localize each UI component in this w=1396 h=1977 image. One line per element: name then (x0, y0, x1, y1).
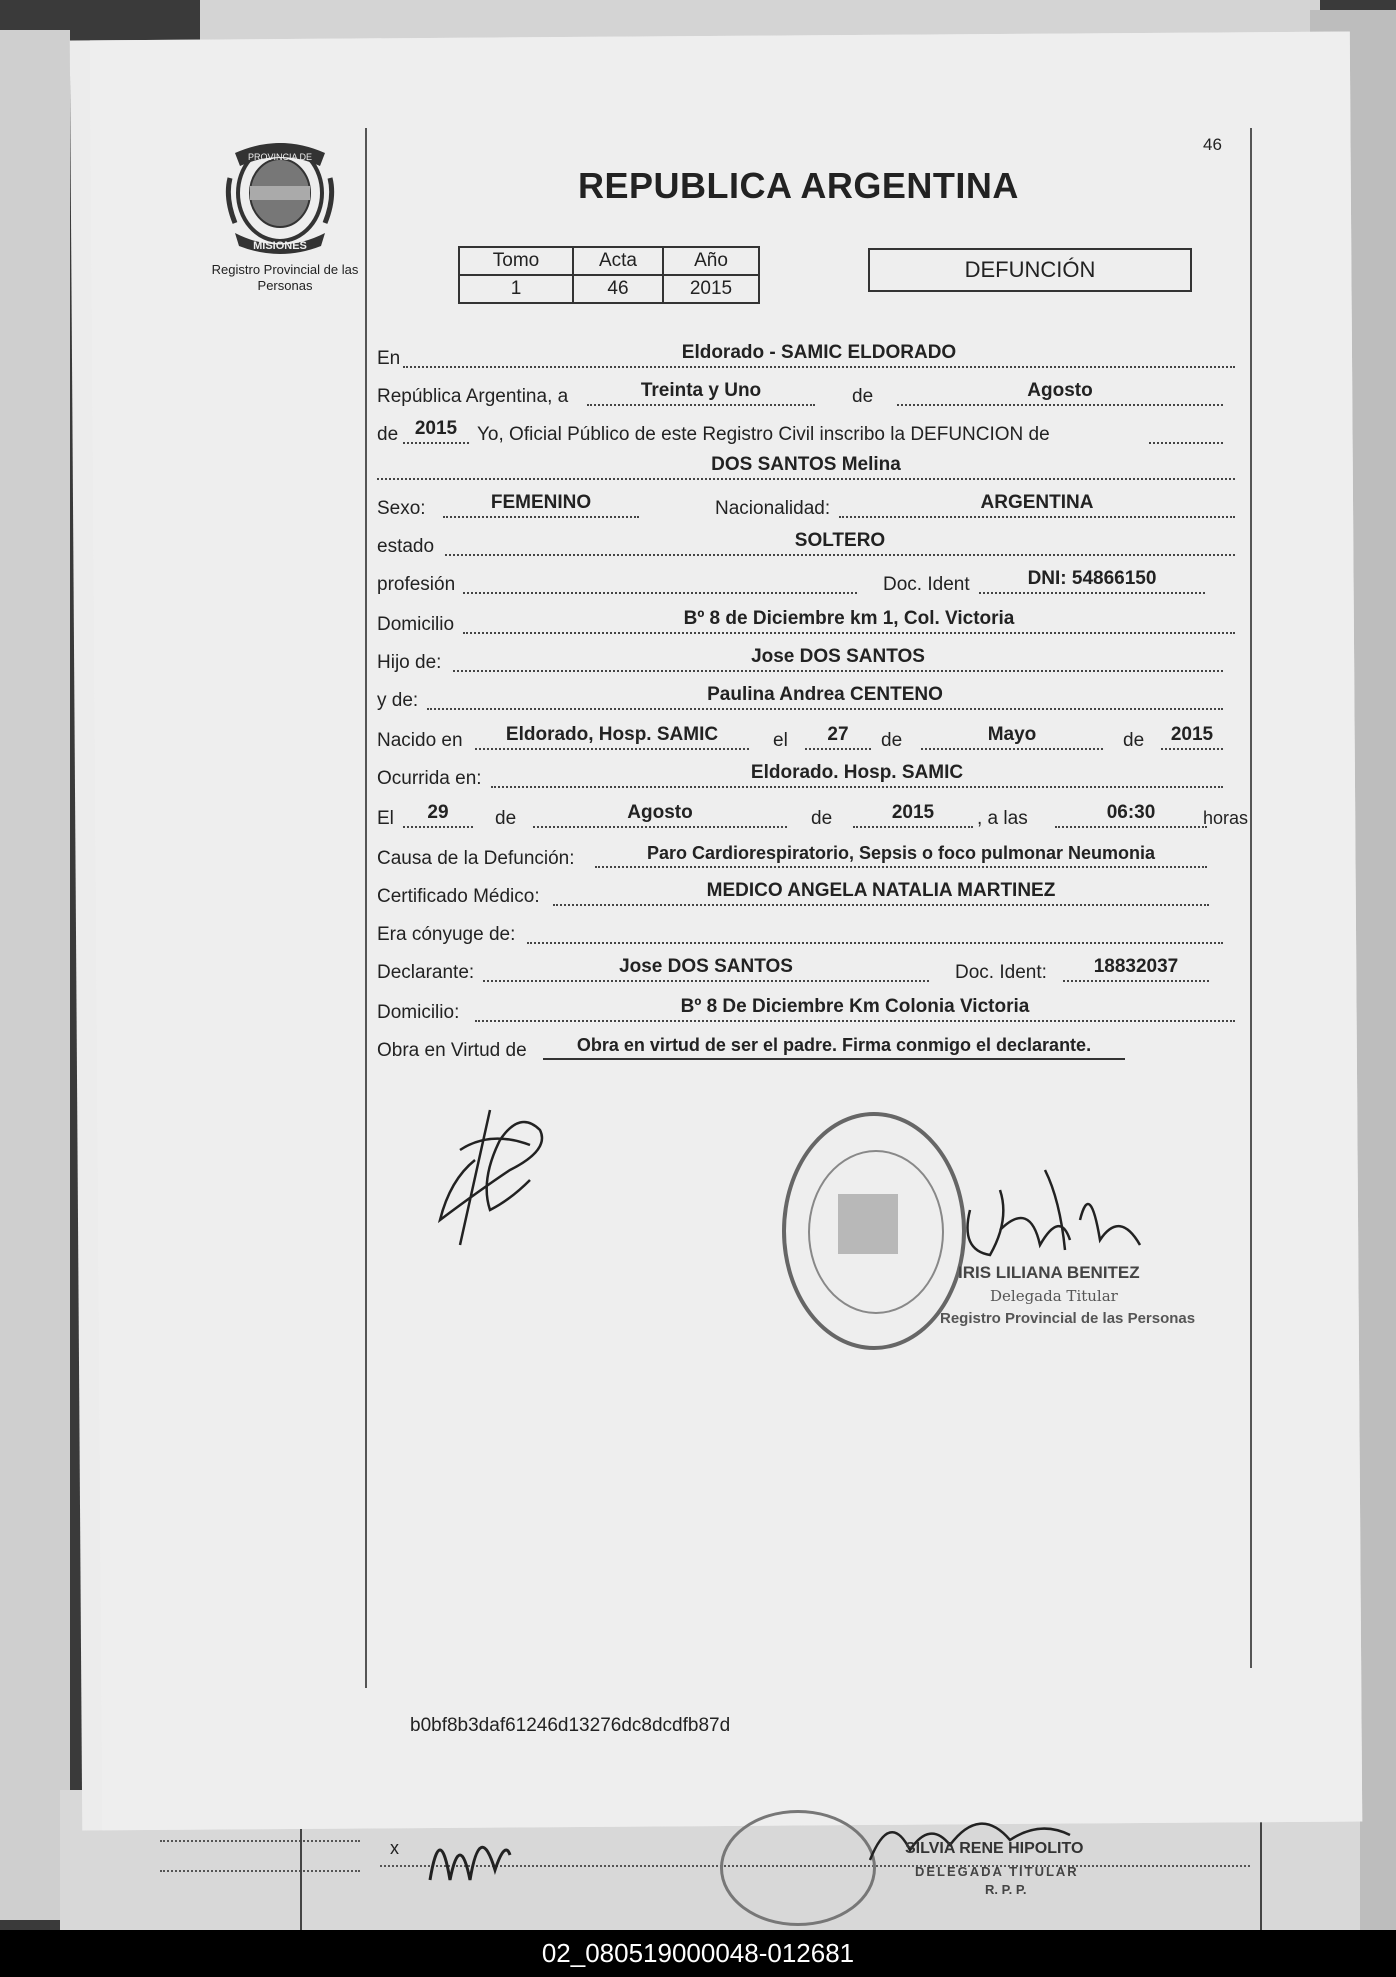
label-a-las: , a las (977, 808, 1028, 829)
field-place: Eldorado - SAMIC ELDORADO (403, 340, 1235, 368)
field-obra: Obra en virtud de ser el padre. Firma conmigo el declarante. (543, 1032, 1125, 1060)
label-decl-doc: Doc. Ident: (955, 962, 1047, 983)
label-profesion: profesión (377, 574, 456, 595)
field-decl-doc: 18832037 (1063, 954, 1209, 982)
field-madre: Paulina Andrea CENTENO (427, 682, 1223, 710)
form-row-nacido (377, 722, 1235, 758)
field-declarante: Jose DOS SANTOS (483, 954, 929, 982)
form-row-year (377, 416, 1235, 452)
label-doc-ident: Doc. Ident (883, 574, 970, 595)
field-sexo: FEMENINO (443, 490, 639, 518)
form-row-ocurrida (377, 760, 1235, 796)
field-profesion (463, 566, 857, 594)
underlying-signature-left (420, 1810, 520, 1890)
signatory-name: IRIS LILIANA BENITEZ (958, 1263, 1140, 1282)
form-row-place (377, 340, 1235, 376)
signatory-registry: Registro Provincial de las Personas (940, 1310, 1196, 1327)
right-margin-line (1250, 128, 1252, 1668)
underlying-signature-right (850, 1800, 1090, 1870)
underlying-signatory-org: R. P. P. (985, 1882, 1027, 1897)
form-row-sex (377, 490, 1235, 526)
label-y-de: y de: (377, 690, 419, 711)
official-stamp (782, 1112, 966, 1350)
label-hijo: Hijo de: (377, 652, 442, 673)
label-de-nac-mes: de (881, 730, 903, 751)
ref-header-tomo: Tomo (459, 247, 573, 275)
form-row-decl-domicilio (377, 994, 1235, 1030)
form-row-date (377, 378, 1235, 414)
field-causa: Paro Cardiorespiratorio, Sepsis o foco pulmonar Neumonia (595, 840, 1207, 868)
field-domicilio: Bº 8 de Diciembre km 1, Col. Victoria (463, 606, 1235, 634)
form-row-certificado (377, 878, 1235, 914)
label-sexo: Sexo: (377, 498, 426, 519)
form-row-obra (377, 1032, 1235, 1068)
field-certificado: MEDICO ANGELA NATALIA MARTINEZ (553, 878, 1209, 906)
field-deceased-name: DOS SANTOS Melina (377, 452, 1235, 480)
ref-header-acta: Acta (573, 247, 663, 275)
label-domicilio: Domicilio (377, 614, 455, 635)
form-row-hijo (377, 644, 1235, 680)
field-conyuge (527, 916, 1223, 944)
label-horas: horas (1203, 808, 1249, 828)
form-row-horas (1183, 800, 1249, 836)
label-certificado: Certificado Médico: (377, 886, 540, 907)
document-title: REPUBLICA ARGENTINA (578, 165, 1019, 206)
label-el: el (773, 730, 788, 751)
logo-text-top: PROVINCIA DE (247, 152, 313, 162)
field-def-dia: 29 (403, 800, 473, 828)
form-row-domicilio (377, 606, 1235, 642)
ref-value-acta: 46 (573, 275, 663, 303)
field-def-mes: Agosto (533, 800, 787, 828)
declarant-signature (420, 1100, 560, 1250)
label-de-nac-anio: de (1123, 730, 1145, 751)
document-hash: b0bf8b3daf61246d13276dc8dcdfb87d (410, 1715, 731, 1736)
field-nac-dia: 27 (805, 722, 871, 750)
field-nac-mes: Mayo (921, 722, 1103, 750)
label-declarante: Declarante: (377, 962, 475, 983)
form-row-madre (377, 682, 1235, 718)
label-nacionalidad: Nacionalidad: (715, 498, 831, 519)
label-de-year: de (377, 424, 399, 445)
field-decl-domicilio: Bº 8 De Diciembre Km Colonia Victoria (475, 994, 1235, 1022)
form-row-causa (377, 840, 1235, 876)
label-obra: Obra en Virtud de (377, 1040, 527, 1061)
field-year: 2015 (403, 416, 469, 444)
label-de-def-mes: de (495, 808, 517, 829)
left-margin-line (365, 128, 367, 1688)
form-row-estado (377, 528, 1235, 564)
field-nac-anio: 2015 (1161, 722, 1223, 750)
form-row-conyuge (377, 916, 1235, 952)
reference-table (458, 246, 760, 304)
field-estado: SOLTERO (445, 528, 1235, 556)
label-de: de (852, 386, 874, 407)
label-causa: Causa de la Defunción: (377, 848, 575, 869)
label-conyuge: Era cónyuge de: (377, 924, 516, 945)
ref-value-tomo: 1 (459, 275, 573, 303)
form-row-profesion (377, 566, 1235, 602)
registry-label: Registro Provincial de las Personas (211, 262, 359, 293)
label-en: En (377, 348, 401, 369)
document-type-box: DEFUNCIÓN (868, 248, 1192, 292)
underlying-signatory-role: DELEGADA TITULAR (915, 1864, 1079, 1879)
label-nacido: Nacido en (377, 730, 463, 751)
ref-header-anio: Año (663, 247, 759, 275)
field-yo-blank (1149, 416, 1223, 444)
field-hora: 06:30 (1055, 800, 1207, 828)
label-decl-domicilio: Domicilio: (377, 1002, 460, 1023)
field-month: Agosto (897, 378, 1223, 406)
label-el-def: El (377, 808, 394, 829)
field-def-anio: 2015 (853, 800, 973, 828)
image-id-bar: 02_080519000048-012681 (0, 1930, 1396, 1977)
label-republica: República Argentina, a (377, 386, 569, 407)
underlying-page-left (0, 30, 70, 1920)
field-day-words: Treinta y Uno (587, 378, 815, 406)
official-signature (960, 1160, 1150, 1265)
province-coat-of-arms-logo (225, 138, 335, 258)
signatory-role: Delegada Titular (990, 1287, 1118, 1305)
label-estado: estado (377, 536, 435, 557)
page-number: 46 (1203, 135, 1222, 154)
ref-value-anio: 2015 (663, 275, 759, 303)
form-row-name (377, 452, 1235, 488)
field-nacionalidad: ARGENTINA (839, 490, 1235, 518)
under-dotted-line (160, 1840, 360, 1842)
label-de-def-anio: de (811, 808, 833, 829)
under-dotted-line (160, 1870, 360, 1872)
field-ocurrida: Eldorado. Hosp. SAMIC (491, 760, 1223, 788)
field-nacido-lugar: Eldorado, Hosp. SAMIC (475, 722, 749, 750)
underlying-x-mark: x (390, 1838, 399, 1858)
underlying-signatory-name: SILVIA RENE HIPOLITO (905, 1840, 1084, 1857)
logo-text-bottom: MISIONES (253, 240, 307, 252)
label-ocurrida: Ocurrida en: (377, 768, 482, 789)
stamp-emblem (838, 1194, 898, 1254)
form-row-declarante (377, 954, 1235, 990)
field-padre: Jose DOS SANTOS (453, 644, 1223, 672)
form-row-fecha-defuncion (377, 800, 1235, 836)
field-doc: DNI: 54866150 (979, 566, 1205, 594)
label-yo: Yo, Oficial Público de este Registro Civil inscribo la DEFUNCION de (477, 424, 1050, 445)
